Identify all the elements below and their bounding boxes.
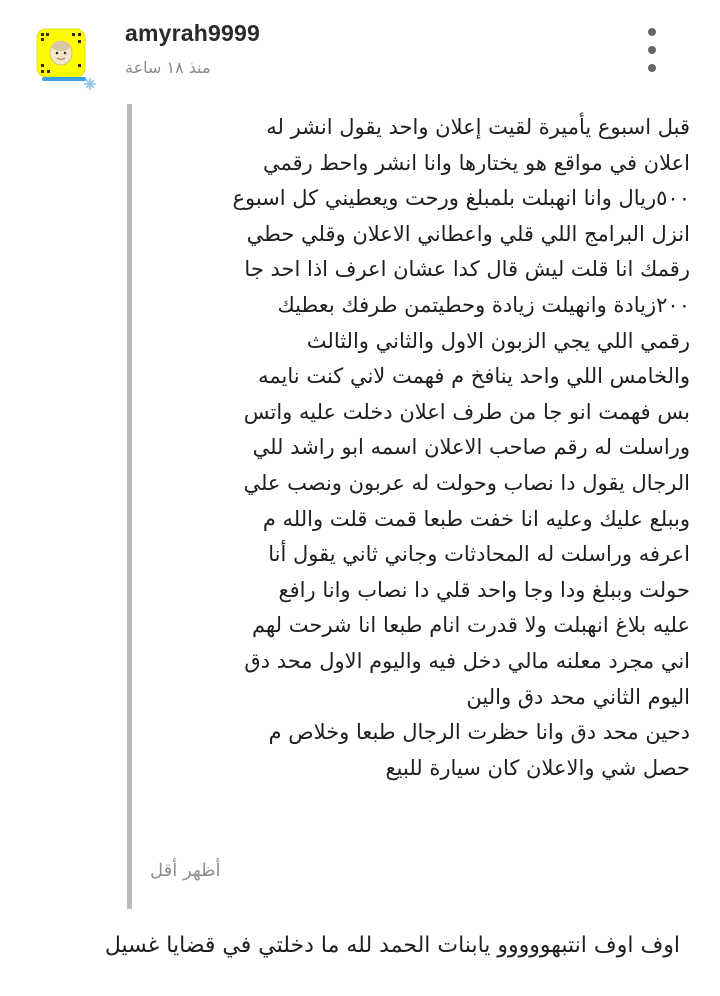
username[interactable]: amyrah9999: [125, 20, 260, 46]
quote-line: بس فهمت انو جا من طرف اعلان دخلت عليه واتس: [243, 399, 690, 424]
quote-line: اليوم الثاني محد دق والين: [466, 684, 690, 709]
quote-line: وراسلت له رقم صاحب الاعلان اسمه ابو راشد للي: [252, 435, 690, 460]
quote-line: وببلع عليك وعليه انا خفت طبعا قمت قلت والله م: [262, 506, 690, 531]
quote-line: رقمك انا قلت ليش قال كدا عشان اعرف اذا احد جا: [244, 257, 690, 282]
reply-text: اوف اوف انتبهووووو يابنات الحمد لله ما دخلتي في قضايا غسيل: [104, 933, 680, 958]
quote-line: حصل شي والاعلان كان سيارة للبيع: [385, 755, 690, 780]
quote-line: اعلان في مواقع هو يختارها وانا انشر واحط رقمي: [262, 150, 690, 175]
quote-line: ٢٠٠زيادة وانهيلت زيادة وحطيتمن طرفك بعطيك: [277, 292, 690, 317]
quote-bar: [127, 104, 132, 909]
quote-line: ٥٠٠ريال وانا انهبلت بلمبلغ ورحت ويعطيني كل اسبوع: [232, 186, 690, 211]
quote-line: اعرفه وراسلت له المحادثات وجاني ثاني يقول أنا: [268, 542, 690, 567]
quoted-post-text: [150, 110, 690, 786]
timestamp: منذ ١٨ ساعة: [125, 58, 211, 77]
quote-line: الرجال يقول دا نصاب وحولت له عربون ونصب علي: [243, 470, 690, 495]
more-vertical-icon: [648, 64, 656, 72]
quote-line: قبل اسبوع يأميرة لقيت إعلان واحد يقول انشر له: [266, 115, 690, 139]
more-vertical-icon: [648, 28, 656, 36]
avatar[interactable]: [28, 20, 102, 94]
show-less-button[interactable]: أظهر أقل: [150, 860, 221, 881]
quote-line: اني مجرد معلنه مالي دخل فيه واليوم الاول محد دق: [244, 648, 690, 673]
snapcode-avatar-icon: [28, 20, 102, 94]
quote-line: رقمي اللي يجي الزبون الاول والثاني والثالث: [306, 328, 690, 353]
quote-line: انزل البرامج اللي قلي واعطاني الاعلان وقلي حطي: [246, 221, 690, 246]
more-vertical-icon: [648, 46, 656, 54]
quote-line: دحين محد دق وانا حظرت الرجال طبعا وخلاص م: [268, 720, 690, 745]
quote-line: حولت وببلغ ودا وجا واحد قلي دا نصاب وانا رافع: [278, 577, 690, 602]
more-options-button[interactable]: [636, 28, 668, 72]
quote-line: والخامس اللي واحد ينافخ م فهمت لاني كنت نايمه: [258, 364, 690, 389]
quote-line: عليه بلاغ انهبلت ولا قدرت انام طبعا انا شرحت لهم: [252, 613, 690, 638]
